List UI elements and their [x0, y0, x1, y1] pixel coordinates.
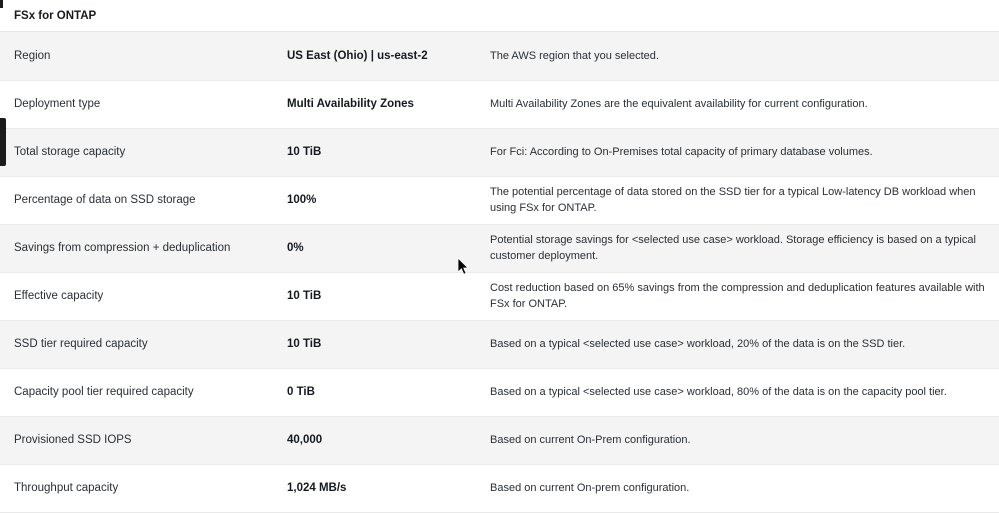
row-value: 1,024 MB/s	[272, 464, 472, 512]
summary-table	[0, 32, 999, 513]
row-value: 10 TiB	[272, 272, 472, 320]
row-description: Based on current On-Prem configuration.	[472, 416, 999, 464]
row-label: Savings from compression + deduplication	[0, 224, 272, 272]
table-row[interactable]	[0, 368, 999, 416]
table-row[interactable]	[0, 272, 999, 320]
row-value: 10 TiB	[272, 320, 472, 368]
window-edge-strip	[0, 0, 3, 8]
row-value: 0%	[272, 224, 472, 272]
row-description: Cost reduction based on 65% savings from the compression and deduplication features available with FSx for ONTAP.	[472, 272, 999, 320]
panel-header	[0, 0, 999, 31]
row-label: SSD tier required capacity	[0, 320, 272, 368]
row-description: Based on a typical <selected use case> workload, 20% of the data is on the SSD tier.	[472, 320, 999, 368]
table-row[interactable]	[0, 224, 999, 272]
row-value: US East (Ohio) | us-east-2	[272, 32, 472, 80]
table-row[interactable]	[0, 176, 999, 224]
table-row[interactable]	[0, 416, 999, 464]
row-value: 10 TiB	[272, 128, 472, 176]
table-row[interactable]	[0, 320, 999, 368]
row-description: The AWS region that you selected.	[472, 32, 999, 80]
row-label: Total storage capacity	[0, 128, 272, 176]
row-value: Multi Availability Zones	[272, 80, 472, 128]
summary-table-body	[0, 32, 999, 512]
row-label: Capacity pool tier required capacity	[0, 368, 272, 416]
row-label: Region	[0, 32, 272, 80]
row-label: Effective capacity	[0, 272, 272, 320]
row-label: Percentage of data on SSD storage	[0, 176, 272, 224]
table-row[interactable]	[0, 32, 999, 80]
row-value: 0 TiB	[272, 368, 472, 416]
row-label: Deployment type	[0, 80, 272, 128]
page-title: FSx for ONTAP	[14, 9, 97, 22]
row-description: Based on current On-prem configuration.	[472, 464, 999, 512]
row-description: The potential percentage of data stored on the SSD tier for a typical Low-latency DB workload when using FSx for ONTAP.	[472, 176, 999, 224]
row-value: 100%	[272, 176, 472, 224]
panel-bottom-spacer	[0, 496, 999, 506]
table-row[interactable]	[0, 80, 999, 128]
row-description: Based on a typical <selected use case> workload, 80% of the data is on the capacity pool tier.	[472, 368, 999, 416]
row-description: Multi Availability Zones are the equivalent availability for current configuration.	[472, 80, 999, 128]
row-description: Potential storage savings for <selected use case> workload. Storage efficiency is based on a typical customer deployment.	[472, 224, 999, 272]
row-label: Provisioned SSD IOPS	[0, 416, 272, 464]
row-value: 40,000	[272, 416, 472, 464]
table-row[interactable]	[0, 128, 999, 176]
row-label: Throughput capacity	[0, 464, 272, 512]
scroll-position-indicator[interactable]	[0, 118, 6, 166]
row-description: For Fci: According to On-Premises total capacity of primary database volumes.	[472, 128, 999, 176]
